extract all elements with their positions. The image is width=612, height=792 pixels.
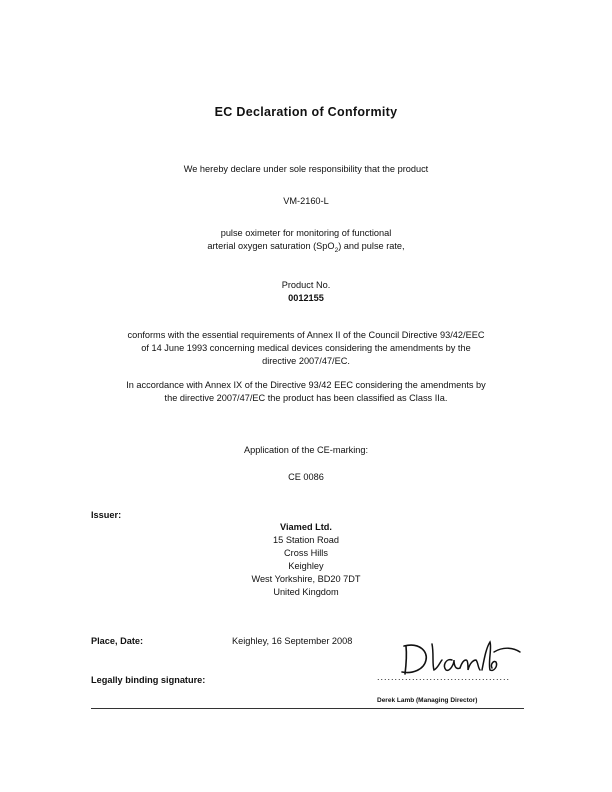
product-number-value: 0012155	[288, 293, 324, 303]
description-line-2	[0, 240, 612, 257]
conformity-line-1: conforms with the essential requirements of Annex II of the Council Directive 93/42/EEC	[127, 330, 485, 340]
description-line-1: pulse oximeter for monitoring of functional	[220, 228, 392, 238]
issuer-address-line: United Kingdom	[273, 587, 339, 597]
signature-dots: ......................................	[377, 672, 511, 682]
description-subscript: 2	[334, 246, 339, 254]
ce-marking-label: Application of the CE-marking:	[243, 445, 369, 455]
place-date-value: Keighley, 16 September 2008	[232, 636, 353, 646]
product-description	[0, 227, 612, 257]
conformity-statement	[0, 329, 612, 368]
product-number-label: Product No.	[281, 280, 331, 290]
issuer-address-line: West Yorkshire, BD20 7DT	[251, 574, 361, 584]
document-title: EC Declaration of Conformity	[214, 105, 398, 119]
issuer-address-line: Cross Hills	[284, 548, 328, 558]
classification-statement	[0, 379, 612, 405]
classification-line-2: the directive 2007/47/EC the product has been classified as Class IIa.	[164, 393, 448, 403]
bottom-rule	[91, 708, 524, 709]
signature-label: Legally binding signature:	[91, 675, 206, 685]
issuer-company: Viamed Ltd.	[280, 522, 332, 532]
product-number-block	[0, 279, 612, 305]
issuer-label: Issuer:	[91, 510, 122, 520]
classification-line-1: In accordance with Annex IX of the Directive 93/42 EEC considering the amendments by	[126, 380, 486, 390]
conformity-line-3: directive 2007/47/EC.	[262, 356, 350, 366]
conformity-line-2: of 14 June 1993 concerning medical devices considering the amendments by the	[141, 343, 471, 353]
issuer-address-line: 15 Station Road	[273, 535, 339, 545]
place-date-label: Place, Date:	[91, 636, 144, 646]
description-line-2-pre: arterial oxygen saturation (SpO	[207, 241, 335, 251]
intro-text: We hereby declare under sole responsibility that the product	[183, 164, 429, 174]
issuer-address-line: Keighley	[288, 561, 324, 571]
product-name: VM-2160-L	[283, 196, 329, 206]
signatory-name: Derek Lamb (Managing Director)	[377, 697, 478, 704]
issuer-block	[0, 521, 612, 599]
ce-mark: CE 0086	[288, 472, 324, 482]
description-line-2-post: ) and pulse rate,	[338, 241, 405, 251]
